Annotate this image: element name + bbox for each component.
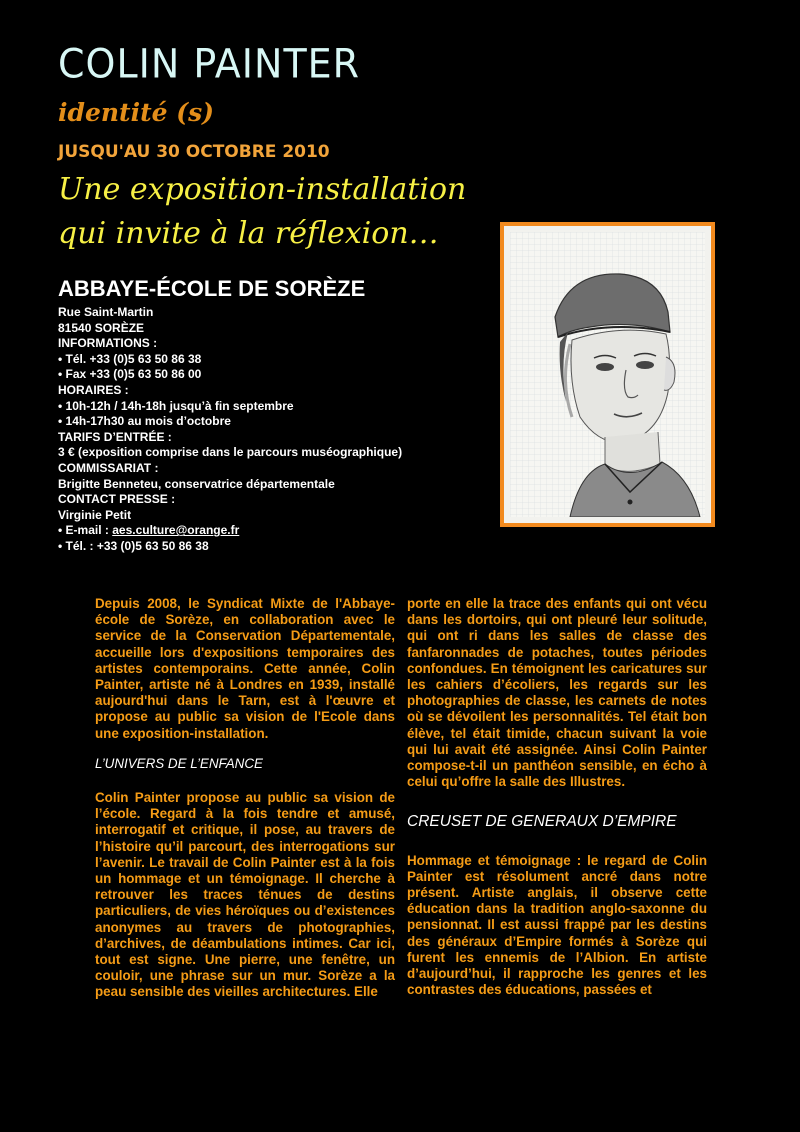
email-prefix: • E-mail : xyxy=(58,523,113,538)
exhibition-date: JUSQU'AU 30 OCTOBRE 2010 xyxy=(58,142,330,162)
contact-name: Virginie Petit xyxy=(58,507,132,522)
portrait-image xyxy=(500,222,715,527)
contact-tel: • Tél. : +33 (0)5 63 50 86 38 xyxy=(58,538,209,553)
commissariat-value: Brigitte Benneteu, conservatrice départementale xyxy=(58,476,335,491)
venue-street: Rue Saint-Martin xyxy=(58,305,154,319)
tarifs-label: TARIFS D’ENTRÉE : xyxy=(58,429,172,444)
article-column-right xyxy=(407,596,707,1086)
article-paragraph: Colin Painter propose au public sa vision de l’école. Regard à la fois tendre et amusé, interrogatif et critique, il pose, au travers de l’histoire qu’il parcourt, des interrogations sur l’avenir. Le travail de Colin Painter est à la fois un hommage et un témoignage. Il cherche à retrouver les traces ténues de destins particuliers, de vies héroïques ou d’existences anonymes au travers de photographies, d’archives, de déambulations intimes. Car ici, tout est signe. Une pierre, une fenêtre, un couloir, une phrase sur un mur. Sorèze a la peau sensible des vieilles architectures. Elle xyxy=(95,790,395,1000)
commissariat-label: COMMISSARIAT : xyxy=(58,460,159,475)
article-column-left xyxy=(95,596,395,1086)
venue-name: ABBAYE-ÉCOLE DE SORÈZE xyxy=(58,276,366,301)
article-body xyxy=(95,596,707,1086)
horaires-2: • 14h-17h30 au mois d’octobre xyxy=(58,414,231,429)
article-paragraph: Hommage et témoignage : le regard de Colin Painter est résolument ancré dans notre présent. Artiste anglais, il observe cette éducation dans la tradition anglo-saxonne du pensionnat. Il est aussi frappé par les destins des généraux d’Empire formés à Sorèze qui furent les ennemis de l’Albion. En artiste d’aujourd’hui, il rapproche les genres et les contrastes des éducations, passées et xyxy=(407,852,707,998)
article-paragraph: porte en elle la trace des enfants qui ont vécu dans les dortoirs, qui ont pleuré leur solitude, qui ont ri dans les salles de classe des fanfaronnades de potaches, toutes périodes confondues. En témoignent les caricatures sur les cahiers d’écoliers, les regards sur les photographies de classe, les carnets de notes où se dévoilent les personnalités. Tel était bon élève, tel était timide, chacun suivant la voie qui lui avait été assignée. Ainsi Colin Painter compose-t-il un panthéon sensible, en écho à celui qu’offre la salle des Illustres. xyxy=(407,596,707,790)
section-heading: L’UNIVERS DE L’ENFANCE xyxy=(95,755,263,771)
tagline-line-2: qui invite à la réflexion… xyxy=(58,216,439,251)
venue-city: 81540 SORÈZE xyxy=(58,320,145,335)
venue-tel: • Tél. +33 (0)5 63 50 86 38 xyxy=(58,351,202,366)
article-paragraph: Depuis 2008, le Syndicat Mixte de l'Abbaye-école de Sorèze, en collaboration avec le service de la Conservation Départementale, accueille lors d'expositions temporaires des artistes contemporains. Cette année, Colin Painter, artiste né à Londres en 1939, installé aujourd'hui dans le Tarn, est à l'œuvre et propose au public sa vision de l'Ecole dans une exposition-installation. xyxy=(95,596,395,741)
contact-email-line xyxy=(58,523,402,539)
venue-info xyxy=(58,305,402,555)
venue-fax: • Fax +33 (0)5 63 50 86 00 xyxy=(58,367,202,382)
informations-label: INFORMATIONS : xyxy=(58,336,158,351)
tarifs-value: 3 € (exposition comprise dans le parcours muséographique) xyxy=(58,445,403,460)
exhibition-subtitle: identité (s) xyxy=(58,98,214,127)
exhibition-title: COLIN PAINTER xyxy=(58,40,361,88)
tagline-line-1: Une exposition-installation xyxy=(58,172,467,207)
horaires-1: • 10h-12h / 14h-18h jusqu’à fin septembre xyxy=(58,398,294,413)
portrait-sketch-icon xyxy=(510,232,705,517)
contact-label: CONTACT PRESSE : xyxy=(58,492,176,507)
email-link[interactable]: aes.culture@orange.fr xyxy=(112,523,240,538)
horaires-label: HORAIRES : xyxy=(58,382,129,397)
section-heading: CREUSET DE GENERAUX D’EMPIRE xyxy=(407,813,677,831)
